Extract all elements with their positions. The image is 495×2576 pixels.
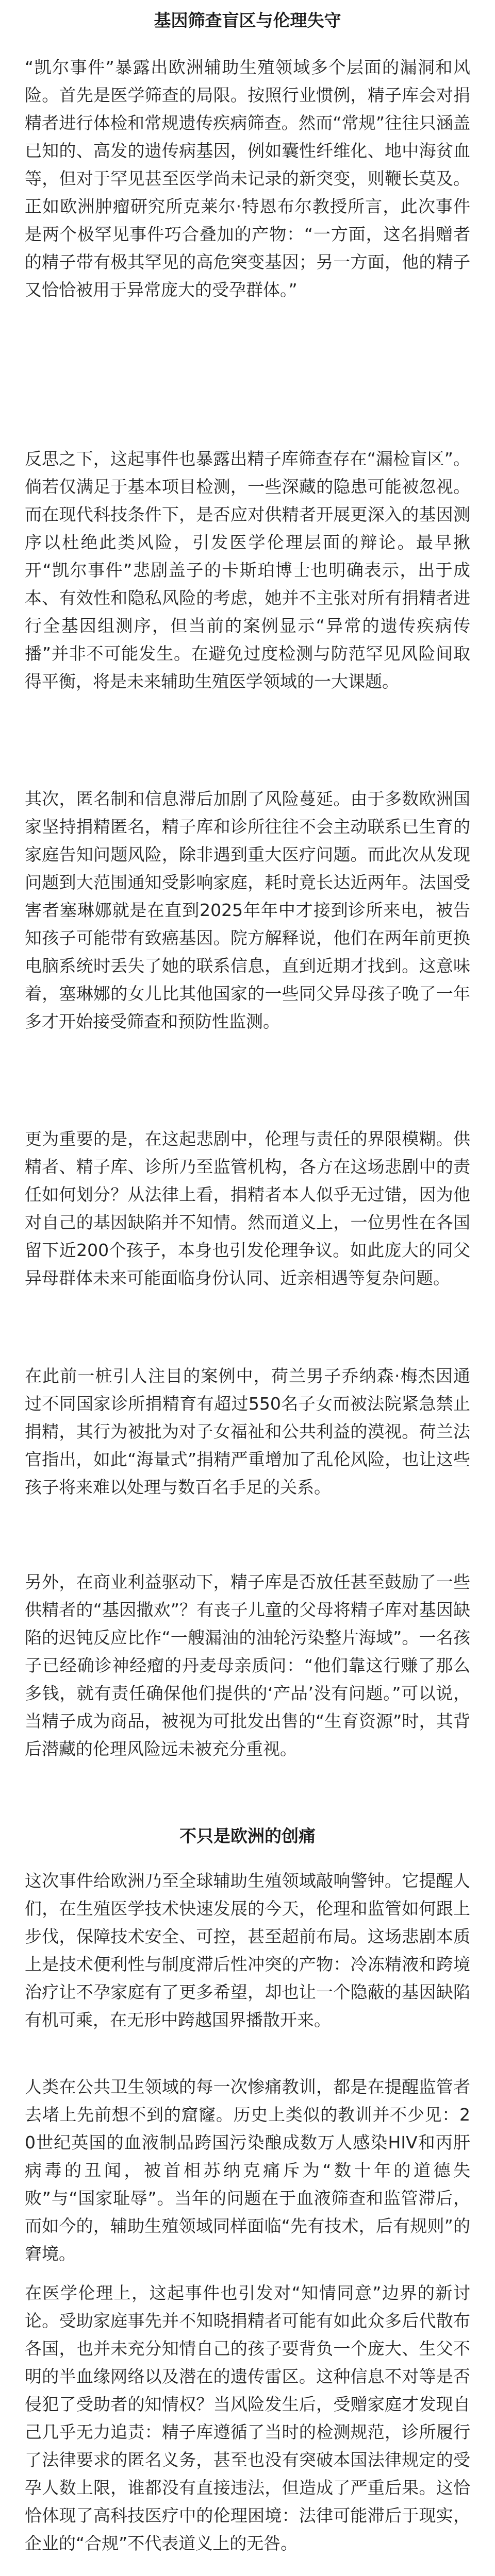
paragraph-responsibility: 更为重要的是，在这起悲剧中，伦理与责任的界限模糊。供精者、精子库、诊所乃至监管机构，各方在这场悲剧中的责任如何划分？从法律上看，捐精者本人似乎无过错，因为他对自己的基因缺陷并不知情。然而道义上，一位男性在各国留下近200个孩子，本身也引发伦理争议。如此庞大的同父异母群体未来可能面临身份认同、近亲相遇等复杂问题。 [25,1129,470,1288]
section-title-global: 不只是欧洲的创痛 [179,1826,316,1846]
paragraph-informed-consent: 在医学伦理上，这起事件也引发对“知情同意”边界的新讨论。受助家庭事先并不知晓捐精者可能有如此众多后代散布各国，也并未充分知情自己的孩子要背负一个庞大、生父不明的半血缘网络以及潜在的遗传雷区。这种信息不对等是否侵犯了受助者的知情权？当风险发生后，受赠家庭才发现自己几乎无力追责：精子库遵循了当时的检测规范，诊所履行了法律要求的匿名义务，甚至也没有突破本国法律规定的受孕人数上限，谁都没有直接违法，但造成了严重后果。这恰恰体现了高科技医疗中的伦理困境：法律可能滞后于现实，企业的“合规”不代表道义上的无咎。 [25,2283,470,2553]
paragraph-anonymity-risk: 其次，匿名制和信息滞后加剧了风险蔓延。由于多数欧洲国家坚持捐精匿名，精子库和诊所往往不会主动联系已生育的家庭告知问题风险，除非遇到重大医疗问题。而此次从发现问题到大范围通知受影响家庭，耗时竟长达近两年。法国受害者塞琳娜就是在直到2025年年中才接到诊所来电，被告知孩子可能带有致癌基因。院方解释说，他们在两年前更换电脑系统时丢失了她的联系信息，直到近期才找到。这意味着，塞琳娜的女儿比其他国家的一些同父异母孩子晚了一年多才开始接受筛查和预防性监测。 [25,789,470,1031]
paragraph-wake-up-call: 这次事件给欧洲乃至全球辅助生殖领域敲响警钟。它提醒人们，在生殖医学技术快速发展的今天，伦理和监管如何跟上步伐，保障技术安全、可控，甚至超前布局。这场悲剧本质上是技术便利性与制度滞后性冲突的产物：冷冻精液和跨境治疗让不孕家庭有了更多希望，却也让一个隐蔽的基因缺陷有机可乘，在无形中跨越国界播散开来。 [25,1871,470,2030]
paragraph-detection-blind-spot: 反思之下，这起事件也暴露出精子库筛查存在“漏检盲区”。倘若仅满足于基本项目检测，一些深藏的隐患可能被忽视。而在现代科技条件下，是否应对供精者开展更深入的基因测序以杜绝此类风险，引发医学伦理层面的辩论。最早揪开“凯尔事件”悲剧盖子的卡斯珀博士也明确表示，出于成本、有效性和隐私风险的考虑，她并不主张对所有捐精者进行全基因组测序，但当前的案例显示“异常的遗传疾病传播”并非不可能发生。在避免过度检测与防范罕见风险间取得平衡，将是未来辅助生殖医学领域的一大课题。 [25,449,470,691]
paragraph-screening-limits: “凯尔事件”暴露出欧洲辅助生殖领域多个层面的漏洞和风险。首先是医学筛查的局限。按照行业惯例，精子库会对捐精者进行体检和常规遗传疾病筛查。然而“常规”往往只涵盖已知的、高发的遗传病基因，例如囊性纤维化、地中海贫血等，但对于罕见甚至医学尚未记录的新突变，则鞭长莫及。正如欧洲肿瘤研究所克莱尔·特恩布尔教授所言，此次事件是两个极罕见事件巧合叠加的产物：“一方面，这名捐赠者的精子带有极其罕见的高危突变基因；另一方面，他的精子又恰恰被用于异常庞大的受孕群体。” [25,57,470,300]
section-title-ethics: 基因筛查盲区与伦理失守 [154,10,341,30]
paragraph-commercial-interest: 另外，在商业利益驱动下，精子库是否放任甚至鼓励了一些供精者的“基因撒欢”？有丧子儿童的父母将精子库对基因缺陷的迟钝反应比作“一艘漏油的油轮污染整片海域”。一名孩子已经确诊神经瘤的丹麦母亲质问：“他们靠这行赚了那么多钱，就有责任确保他们提供的‘产品’没有问题。”可以说，当精子成为商品，被视为可批发出售的“生育资源”时，其背后潜藏的伦理风险远未被充分重视。 [25,1572,470,1759]
paragraph-history-lessons: 人类在公共卫生领域的每一次惨痛教训，都是在提醒监管者去堵上先前想不到的窟窿。历史上类似的教训并不少见：20世纪英国的血液制品跨国污染酿成数万人感染HIV和丙肝病毒的丑闻，被首相苏纳克痛斥为“数十年的道德失败”与“国家耻辱”。当年的问题在于血液筛查和监管滞后，而如今的，辅助生殖领域同样面临“先有技术，后有规则”的窘境。 [25,2077,470,2264]
paragraph-dutch-case: 在此前一桩引人注目的案例中，荷兰男子乔纳森·梅杰因通过不同国家诊所捐精育有超过550名子女而被法院紧急禁止捐精，其行为被批为对子女福祉和公共利益的漠视。荷兰法官指出，如此“海量式”捐精严重增加了乱伦风险，也让这些孩子将来难以处理与数百名手足的关系。 [25,1366,470,1497]
